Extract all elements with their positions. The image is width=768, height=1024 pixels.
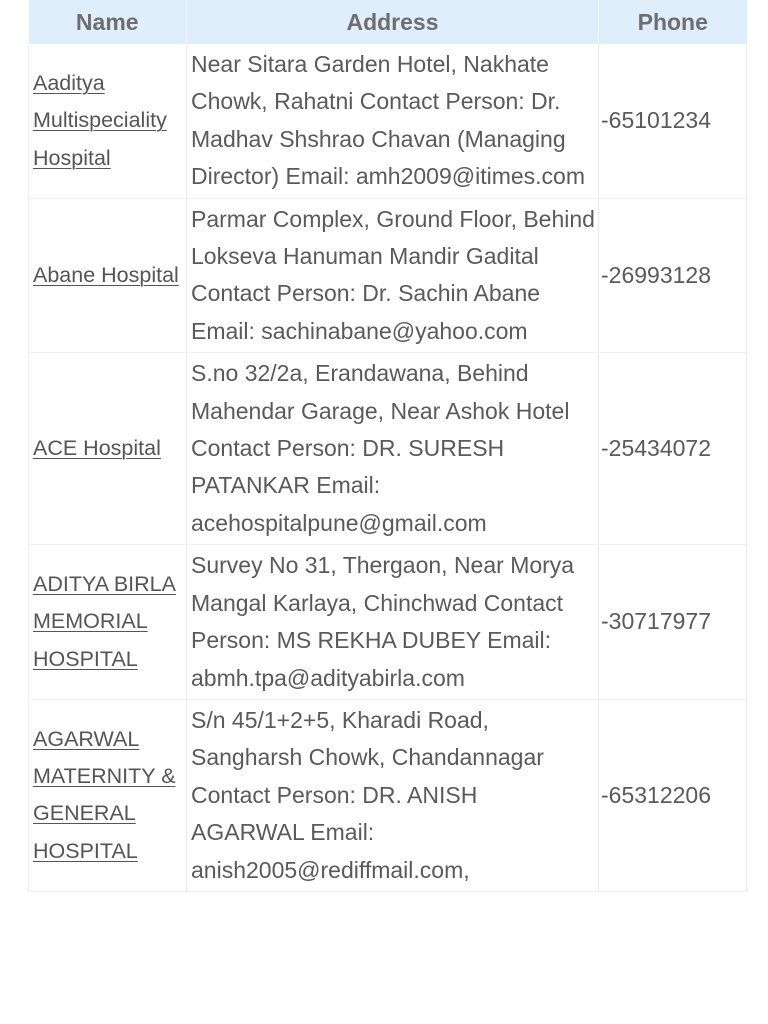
address-cell: S/n 45/1+2+5, Kharadi Road, Sangharsh Chowk, Chandannagar Contact Person: DR. ANISH AGARWAL Email: anish2005@rediffmail.com, [187, 699, 599, 891]
phone-cell: -65101234 [599, 44, 747, 198]
table-row [29, 353, 747, 545]
phone-cell: -25434072 [599, 353, 747, 545]
table-row [29, 198, 747, 353]
column-header-phone: Phone [599, 0, 747, 44]
column-header-address: Address [187, 0, 599, 44]
header-row [29, 0, 747, 44]
table-body [29, 44, 747, 891]
name-cell [29, 198, 187, 353]
phone-cell: -26993128 [599, 198, 747, 353]
hospital-link[interactable]: ADITYA BIRLA MEMORIAL HOSPITAL [33, 571, 176, 671]
table-row [29, 44, 747, 198]
name-cell [29, 44, 187, 198]
table-header [29, 0, 747, 44]
address-cell: Near Sitara Garden Hotel, Nakhate Chowk, Rahatni Contact Person: Dr. Madhav Shshrao Chavan (Managing Director) Email: amh2009@itimes.com [187, 44, 599, 198]
name-cell [29, 353, 187, 545]
phone-cell: -65312206 [599, 699, 747, 891]
address-cell: S.no 32/2a, Erandawana, Behind Mahendar Garage, Near Ashok Hotel Contact Person: DR. SURESH PATANKAR Email: acehospitalpune@gmail.com [187, 353, 599, 545]
hospital-link[interactable]: AGARWAL MATERNITY & GENERAL HOSPITAL [33, 726, 176, 863]
column-header-name: Name [29, 0, 187, 44]
table-row [29, 699, 747, 891]
hospital-link[interactable]: ACE Hospital [33, 436, 161, 461]
hospital-directory-table [28, 0, 747, 892]
table-row [29, 545, 747, 700]
address-cell: Survey No 31, Thergaon, Near Morya Mangal Karlaya, Chinchwad Contact Person: MS REKHA DUBEY Email: abmh.tpa@adityabirla.com [187, 545, 599, 700]
hospital-link[interactable]: Aaditya Multispeciality Hospital [33, 70, 167, 170]
phone-cell: -30717977 [599, 545, 747, 700]
hospital-link[interactable]: Abane Hospital [33, 262, 179, 287]
name-cell [29, 699, 187, 891]
name-cell [29, 545, 187, 700]
address-cell: Parmar Complex, Ground Floor, Behind Lokseva Hanuman Mandir Gadital Contact Person: Dr. Sachin Abane Email: sachinabane@yahoo.com [187, 198, 599, 353]
